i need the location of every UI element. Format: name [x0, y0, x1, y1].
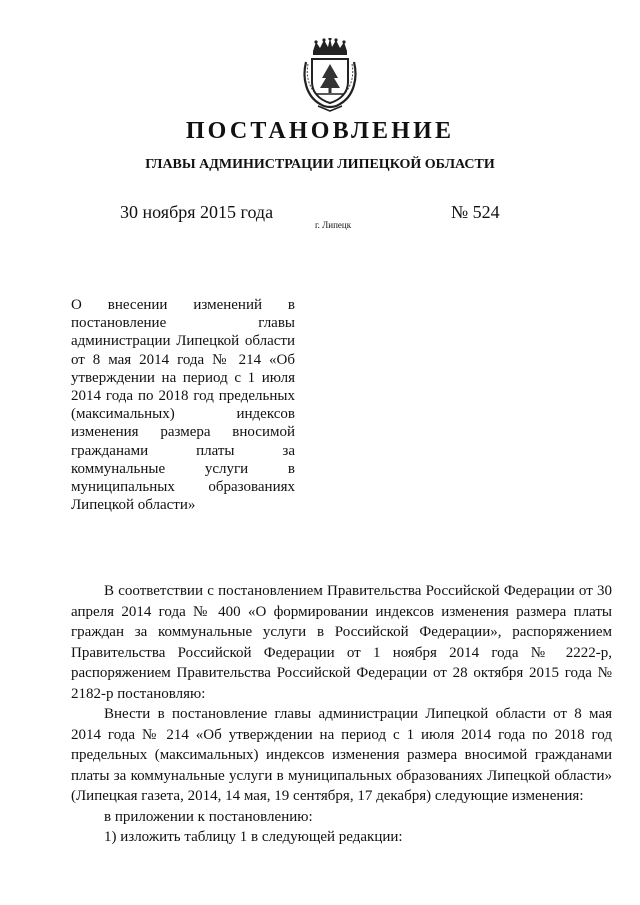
body-paragraph: 1) изложить таблицу 1 в следующей редакции: [104, 829, 403, 845]
document-city: г. Липецк [315, 220, 352, 230]
coat-of-arms-icon [300, 38, 360, 112]
document-title: ПОСТАНОВЛЕНИЕ [185, 118, 455, 144]
document-subtitle: ГЛАВЫ АДМИНИСТРАЦИИ ЛИПЕЦКОЙ ОБЛАСТИ [145, 157, 495, 172]
document-subject: О внесении изменений в постановление главы администрации Липецкой области от 8 мая 2014 года № 214 «Об утверждении на период с 1 июля 2014 года по 2018 год предельных (максимальных) индексов изменения размера вносимой гражданами платы за коммунальные услуги в муниципальных образованиях Липецкой области» [71, 297, 295, 514]
document-body [71, 581, 612, 848]
document-date: 30 ноября 2015 года [120, 202, 274, 222]
body-paragraph: В соответствии с постановлением Правительства Российской Федерации от 30 апреля 2014 года № 400 «О формировании индексов изменения размера платы граждан за коммунальные услуги в Российской Федерации», распоряжением Правительства Российской Федерации от 1 ноября 2014 года № 2222-р, распоряжением Правительства Российской Федерации от 28 октября 2015 года № 2182-р постановляю: [71, 583, 612, 702]
body-paragraph: Внести в постановление главы администрации Липецкой области от 8 мая 2014 года № 214 «Об утверждении на период с 1 июля 2014 года по 2018 год предельных (максимальных) индексов изменения размера вносимой гражданами платы за коммунальные услуги в муниципальных образованиях Липецкой области» (Липецкая газета, 2014, 14 мая, 19 сентября, 17 декабря) следующие изменения: [71, 706, 612, 804]
document-number: № 524 [451, 202, 500, 222]
body-paragraph: в приложении к постановлению: [104, 808, 313, 825]
